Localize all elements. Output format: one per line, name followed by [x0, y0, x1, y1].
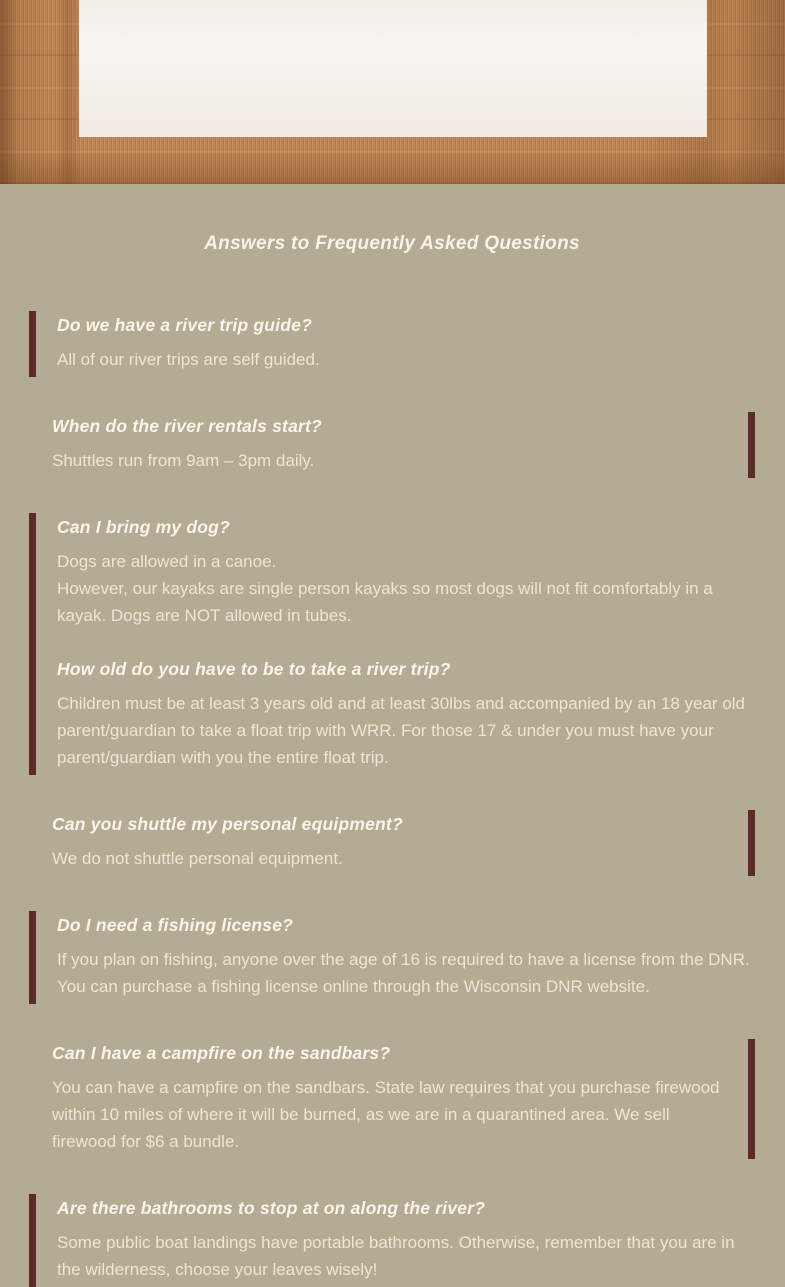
- accent-bar: [748, 810, 755, 876]
- faq-block: [29, 412, 755, 478]
- faq-answer-text: Dogs are allowed in a canoe.: [57, 552, 277, 571]
- faq-answer: [52, 1074, 725, 1155]
- faq-question: Can I have a campfire on the sandbars?: [52, 1043, 391, 1063]
- faq-question: When do the river rentals start?: [52, 416, 322, 436]
- faq-item: [57, 313, 755, 373]
- accent-bar: [29, 911, 36, 1004]
- faq-item: [52, 812, 725, 872]
- faq-answer-text: If you plan on fishing, anyone over the age of 16 is required to have a license from the DNR. You can purchase a fishing license online through the Wisconsin DNR website.: [57, 950, 750, 996]
- faq-question: Are there bathrooms to stop at on along the river?: [57, 1198, 486, 1218]
- faq-item: [57, 657, 755, 771]
- wood-header-banner: [0, 0, 785, 184]
- faq-block: [29, 1039, 755, 1159]
- faq-answer-text: However, our kayaks are single person kayaks so most dogs will not fit comfortably in a kayak. Dogs are NOT allowed in tubes.: [57, 579, 713, 625]
- accent-bar: [748, 412, 755, 478]
- accent-bar: [29, 1194, 36, 1287]
- faq-block: [29, 513, 755, 775]
- faq-block: [29, 911, 755, 1004]
- accent-bar: [29, 311, 36, 377]
- faq-item: [57, 913, 755, 1000]
- faq-answer-text: Children must be at least 3 years old and at least 30lbs and accompanied by an 18 year old parent/guardian to take a float trip with WRR. For those 17 & under you must have your parent/guardian with you the entire float trip.: [57, 694, 745, 767]
- faq-question: Can I bring my dog?: [57, 517, 230, 537]
- faq-answer-text: Some public boat landings have portable bathrooms. Otherwise, remember that you are in the wilderness, choose your leaves wisely!: [57, 1233, 735, 1279]
- faq-question: How old do you have to be to take a river trip?: [57, 659, 451, 679]
- faq-item: [57, 1196, 755, 1283]
- faq-answer: [52, 845, 725, 872]
- faq-item: [52, 1041, 725, 1155]
- faq-block: [29, 1194, 755, 1287]
- faq-answer-text: You can have a campfire on the sandbars. State law requires that you purchase firewood within 10 miles of where it will be burned, as we are in a quarantined area. We sell firewood for $6 a bundle.: [52, 1078, 720, 1151]
- faq-block: [29, 311, 755, 377]
- faq-answer: [57, 946, 755, 1000]
- page-title: Answers to Frequently Asked Questions: [204, 233, 580, 254]
- faq-answer: [57, 1229, 755, 1283]
- faq-answer: [57, 690, 755, 771]
- faq-answer-text: Shuttles run from 9am – 3pm daily.: [52, 451, 315, 470]
- accent-bar: [748, 1039, 755, 1159]
- faq-question: Do we have a river trip guide?: [57, 315, 312, 335]
- accent-bar: [29, 513, 36, 775]
- faq-block: [29, 810, 755, 876]
- faq-answer-text: All of our river trips are self guided.: [57, 350, 320, 369]
- content-card: [79, 0, 707, 137]
- faq-item: [52, 414, 725, 474]
- faq-section: [0, 184, 785, 1287]
- faq-question: Can you shuttle my personal equipment?: [52, 814, 403, 834]
- faq-item: [57, 515, 755, 629]
- faq-answer-text: We do not shuttle personal equipment.: [52, 849, 343, 868]
- faq-answer: [57, 548, 755, 629]
- faq-answer: [57, 346, 755, 373]
- faq-question: Do I need a fishing license?: [57, 915, 294, 935]
- faq-answer: [52, 447, 725, 474]
